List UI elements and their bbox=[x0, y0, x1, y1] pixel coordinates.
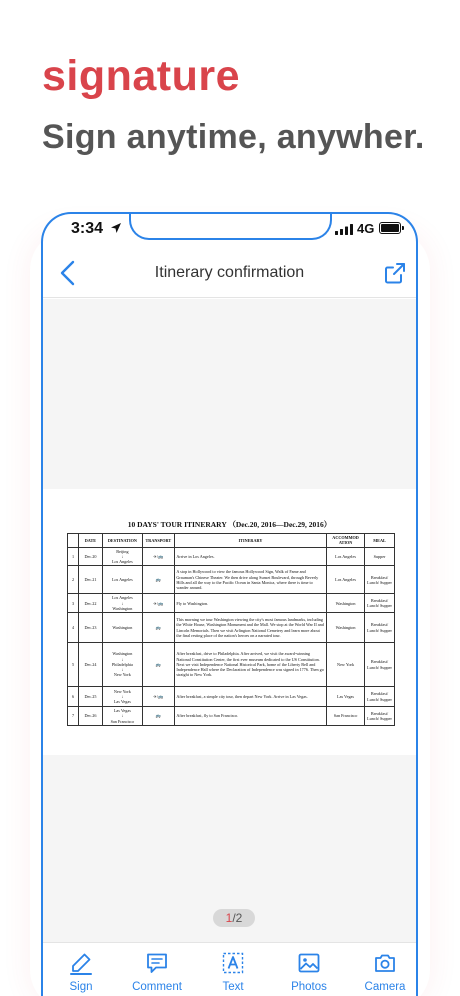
page-area-top bbox=[43, 299, 416, 487]
table-row bbox=[68, 643, 395, 687]
camera-label: Camera bbox=[364, 981, 406, 993]
table-row bbox=[68, 707, 395, 726]
column-header: MEAL bbox=[365, 534, 395, 548]
comment-icon bbox=[145, 951, 169, 975]
document-title: 10 DAYS' TOUR ITINERARY （Dec.20, 2016—Dec.29, 2016） bbox=[127, 520, 332, 529]
device-notch bbox=[129, 212, 332, 240]
device-frame bbox=[41, 212, 418, 996]
row-destination: Los Angeles ↓ Washington bbox=[102, 594, 142, 613]
text-tool-button[interactable] bbox=[195, 943, 271, 996]
row-accommodation: San Francisco bbox=[327, 707, 365, 726]
row-destination: New York ↓ Las Vegas bbox=[102, 687, 142, 707]
network-type: 4G bbox=[357, 221, 375, 236]
text-box-icon bbox=[221, 951, 245, 975]
status-time: 3:34 bbox=[71, 220, 104, 237]
page-current: 1 bbox=[225, 911, 233, 925]
location-arrow-icon bbox=[110, 222, 122, 234]
row-number: 1 bbox=[68, 547, 79, 566]
row-transport: 🚌 bbox=[142, 643, 174, 687]
share-icon[interactable] bbox=[383, 261, 407, 285]
table-row bbox=[68, 566, 395, 594]
row-number: 3 bbox=[68, 594, 79, 613]
column-header: DATE bbox=[78, 534, 102, 548]
row-itinerary: After breakfast, drive to Philadelphia. After arrived, we visit the award-winning National Constitution Center, the first ever museum dedicated to the US Constitution. Next we visit Independence National Historical Park, home of the Liberty Bell and Independence Hall where the Declaration of Independence was signed in 1776. Then go straight to New York. bbox=[174, 643, 326, 687]
row-meal: Supper bbox=[365, 547, 395, 566]
row-date: Dec.21 bbox=[78, 566, 102, 594]
row-itinerary: After breakfast, a simple city tour, then depart New York. Arrive in Las Vegas. bbox=[174, 687, 326, 707]
text-label: Text bbox=[222, 981, 244, 993]
row-date: Dec.22 bbox=[78, 594, 102, 613]
row-date: Dec.24 bbox=[78, 643, 102, 687]
image-icon bbox=[297, 951, 321, 975]
row-number: 2 bbox=[68, 566, 79, 594]
row-meal: Breakfast/ Lunch/ Supper bbox=[365, 643, 395, 687]
row-accommodation: Las Vegas bbox=[327, 687, 365, 707]
table-row bbox=[68, 547, 395, 566]
nav-bar bbox=[43, 250, 416, 298]
row-accommodation: Washington bbox=[327, 594, 365, 613]
table-header-row bbox=[68, 534, 395, 548]
comment-tool-button[interactable] bbox=[119, 943, 195, 996]
row-destination: Washington bbox=[102, 613, 142, 643]
comment-label: Comment bbox=[132, 981, 182, 993]
camera-tool-button[interactable] bbox=[347, 943, 418, 996]
row-meal: Breakfast/ Lunch/ Supper bbox=[365, 613, 395, 643]
row-number: 6 bbox=[68, 687, 79, 707]
document-viewer[interactable] bbox=[43, 299, 416, 943]
row-transport: 🚌 bbox=[142, 613, 174, 643]
promo-headline: signature bbox=[42, 52, 241, 100]
row-transport: ✈/🚌 bbox=[142, 687, 174, 707]
promo-subline: Sign anytime, anywher. bbox=[42, 118, 425, 156]
battery-icon bbox=[379, 222, 401, 234]
row-number: 4 bbox=[68, 613, 79, 643]
table-row bbox=[68, 613, 395, 643]
document-page[interactable] bbox=[43, 489, 416, 755]
row-accommodation: Los Angeles bbox=[327, 566, 365, 594]
photos-tool-button[interactable] bbox=[271, 943, 347, 996]
row-transport: 🚌 bbox=[142, 707, 174, 726]
column-header: ITINERARY bbox=[174, 534, 326, 548]
row-destination: Washington ↓ Philadelphia ↓ New York bbox=[102, 643, 142, 687]
column-header bbox=[68, 534, 79, 548]
page-indicator bbox=[213, 909, 255, 927]
row-itinerary: Fly to Washington. bbox=[174, 594, 326, 613]
column-header: DESTINATION bbox=[102, 534, 142, 548]
row-meal: Breakfast/ Lunch/ Supper bbox=[365, 594, 395, 613]
row-itinerary: This morning we tour Washington viewing the city's most famous landmarks, including the White House, Washington Monument and the Mall. We stop at the World War II and Lincoln Memorials. Then we visit Arlington National Cemetery and learn more about the final resting place of the nation's heroes on a narrated tour. bbox=[174, 613, 326, 643]
signal-bars-icon bbox=[335, 224, 353, 235]
row-meal: Breakfast/ Lunch/ Supper bbox=[365, 707, 395, 726]
itinerary-table bbox=[67, 533, 395, 726]
row-accommodation: Los Angeles bbox=[327, 547, 365, 566]
row-date: Dec.25 bbox=[78, 687, 102, 707]
row-number: 7 bbox=[68, 707, 79, 726]
row-date: Dec.26 bbox=[78, 707, 102, 726]
sign-tool-button[interactable] bbox=[43, 943, 119, 996]
row-meal: Breakfast/ Lunch/ Supper bbox=[365, 687, 395, 707]
table-row bbox=[68, 687, 395, 707]
row-destination: Las Vegas ↓ San Francisco bbox=[102, 707, 142, 726]
row-transport: 🚌 bbox=[142, 566, 174, 594]
photos-label: Photos bbox=[291, 981, 327, 993]
sign-label: Sign bbox=[69, 981, 93, 993]
row-destination: Los Angeles bbox=[102, 566, 142, 594]
row-destination: Beijing ↓ Los Angeles bbox=[102, 547, 142, 566]
table-row bbox=[68, 594, 395, 613]
row-itinerary: After breakfast, fly to San Francisco. bbox=[174, 707, 326, 726]
row-itinerary: A stop in Hollywood to view the famous Hollywood Sign, Walk of Fame and Grauman's Chinese Theater. We then drive along Sunset Boulevard, through Beverly Hills and all the way to the Pacific Ocean in Santa Monica, where there is time to wander around. bbox=[174, 566, 326, 594]
bottom-toolbar bbox=[43, 942, 416, 996]
row-itinerary: Arrive in Los Angeles. bbox=[174, 547, 326, 566]
column-header: ACCOMMOD ATION bbox=[327, 534, 365, 548]
row-accommodation: Washington bbox=[327, 613, 365, 643]
row-date: Dec.20 bbox=[78, 547, 102, 566]
row-transport: ✈/🚌 bbox=[142, 594, 174, 613]
page-total: /2 bbox=[232, 911, 243, 925]
pen-icon bbox=[69, 951, 93, 975]
status-bar bbox=[43, 214, 416, 244]
camera-icon bbox=[373, 951, 397, 975]
row-date: Dec.23 bbox=[78, 613, 102, 643]
column-header: TRANSPORT bbox=[142, 534, 174, 548]
row-meal: Breakfast/ Lunch/ Supper bbox=[365, 566, 395, 594]
nav-title: Itinerary confirmation bbox=[154, 264, 305, 281]
row-number: 5 bbox=[68, 643, 79, 687]
row-accommodation: New York bbox=[327, 643, 365, 687]
row-transport: ✈/🚌 bbox=[142, 547, 174, 566]
